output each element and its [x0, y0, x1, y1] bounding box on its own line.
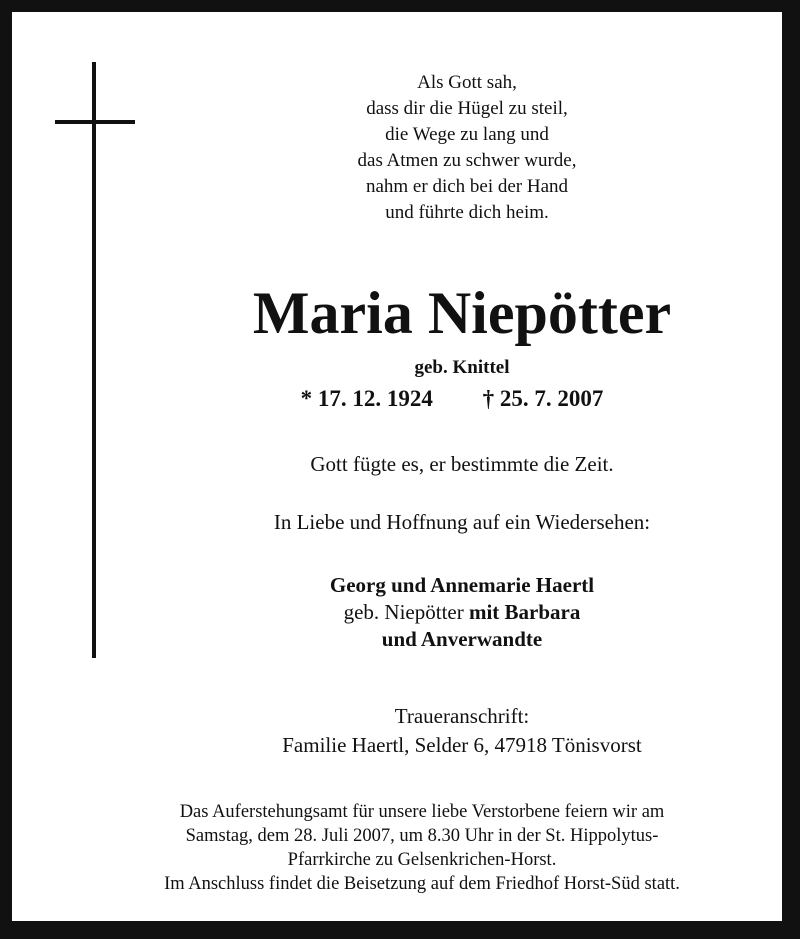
cross-icon-horizontal — [55, 120, 135, 124]
birth-name: geb. Knittel — [414, 357, 510, 378]
deceased-name: Maria Niepötter — [252, 280, 672, 346]
mourners-line: und Anverwandte — [381, 627, 543, 651]
mourners-line: Georg und Annemarie Haertl — [329, 573, 595, 597]
poem-line: Als Gott sah, — [417, 72, 517, 93]
death-date: † 25. 7. 2007 — [482, 386, 604, 411]
poem — [212, 70, 722, 226]
cross-icon-vertical — [92, 62, 96, 658]
mourners — [212, 572, 712, 653]
service-line: Das Auferstehungsamt für unsere liebe Verstorbene feiern wir am — [179, 802, 665, 822]
birth-date: * 17. 12. 1924 — [300, 386, 433, 411]
mourners-line-prefix: geb. Niepötter — [343, 600, 469, 624]
poem-line: das Atmen zu schwer wurde, — [357, 150, 577, 171]
poem-line: und führte dich heim. — [385, 202, 549, 223]
service-line: Samstag, dem 28. Juli 2007, um 8.30 Uhr in der St. Hippolytus- — [185, 826, 659, 846]
mourners-line-bold: mit Barbara — [468, 600, 581, 624]
poem-line: nahm er dich bei der Hand — [365, 176, 569, 197]
poem-line: dass dir die Hügel zu steil, — [366, 98, 568, 119]
address-value: Familie Haertl, Selder 6, 47918 Tönisvorst — [282, 733, 642, 757]
life-dates — [172, 384, 732, 414]
service-line: Pfarrkirche zu Gelsenkrichen-Horst. — [287, 850, 557, 870]
verse-line: Gott fügte es, er bestimmte die Zeit. — [310, 452, 614, 476]
hope-line: In Liebe und Hoffnung auf ein Wiedersehen: — [273, 510, 651, 534]
service-info — [52, 800, 792, 896]
poem-line: die Wege zu lang und — [385, 124, 549, 145]
service-line: Im Anschluss findet die Beisetzung auf dem Friedhof Horst-Süd statt. — [164, 874, 680, 894]
mourning-address — [162, 702, 762, 760]
address-label: Traueranschrift: — [394, 704, 530, 728]
